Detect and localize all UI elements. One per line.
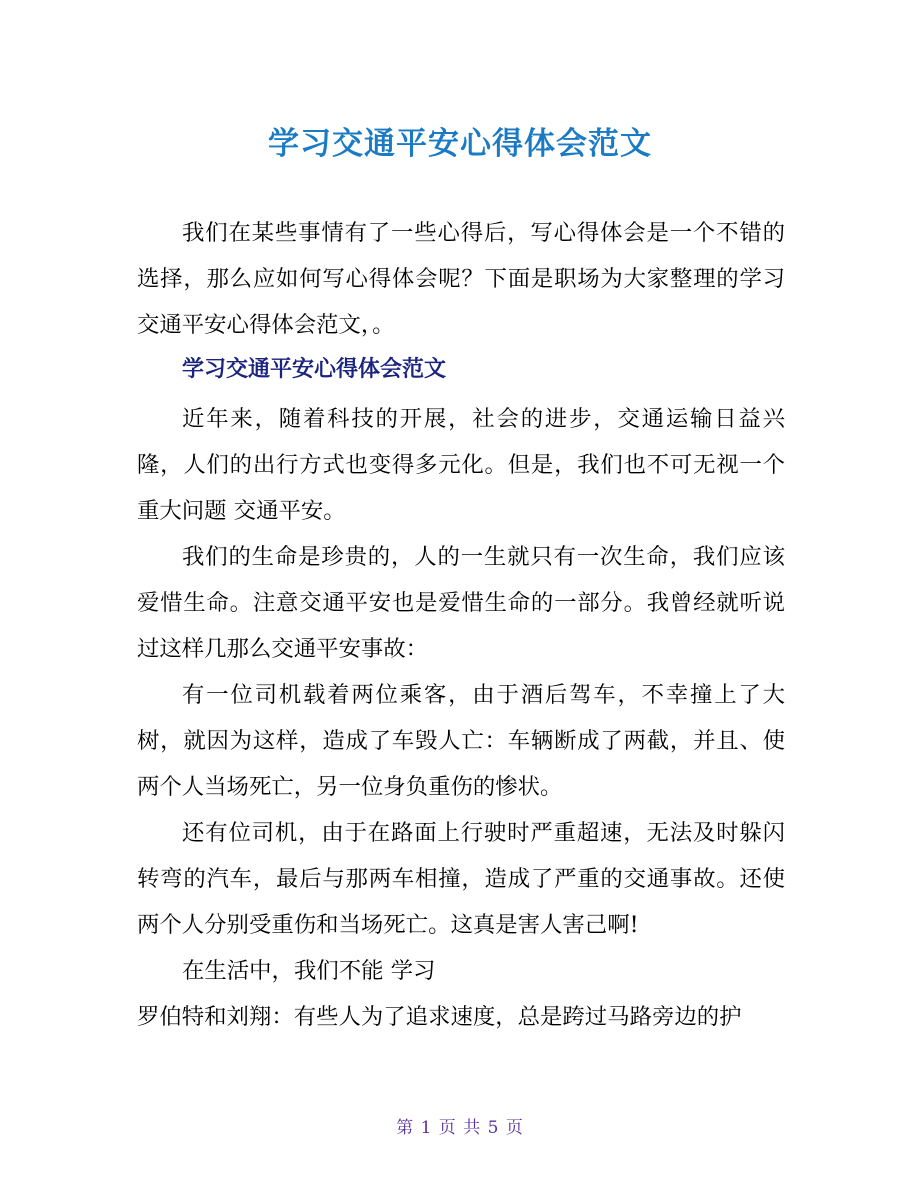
document-title: 学习交通平安心得体会范文 <box>268 126 652 162</box>
page-footer: 第 1 页 共 5 页 <box>396 1118 524 1138</box>
body-paragraph-5: 在生活中，我们不能 学习 <box>182 958 436 984</box>
intro-paragraph: 我们在某些事情有了一些心得后，写心得体会是一个不错的选择，那么应如何写心得体会呢？下面是职场为大家整理的学习交通平安心得体会范文，。 <box>137 220 785 338</box>
document-body <box>137 210 785 1040</box>
body-paragraph-3: 有一位司机载着两位乘客，由于酒后驾车，不幸撞上了大树，就因为这样，造成了车毁人亡：车辆断成了两截，并且、使两个人当场死亡，另一位身负重伤的惨状。 <box>137 682 785 800</box>
body-last-line: 罗伯特和刘翔：有些人为了追求速度，总是跨过马路旁边的护 <box>137 1004 742 1030</box>
body-paragraph-4: 还有位司机，由于在路面上行驶时严重超速，无法及时躲闪转弯的汽车，最后与那两车相撞，造成了严重的交通事故。还使两个人分别受重伤和当场死亡。这真是害人害己啊! <box>137 820 785 938</box>
body-paragraph-1: 近年来，随着科技的开展，社会的进步，交通运输日益兴隆，人们的出行方式也变得多元化。但是，我们也不可无视一个重大问题 交通平安。 <box>137 406 785 524</box>
section-subtitle: 学习交通平安心得体会范文 <box>182 357 447 382</box>
body-paragraph-2: 我们的生命是珍贵的，人的一生就只有一次生命，我们应该爱惜生命。注意交通平安也是爱惜生命的一部分。我曾经就听说过这样几那么交通平安事故： <box>137 544 785 662</box>
